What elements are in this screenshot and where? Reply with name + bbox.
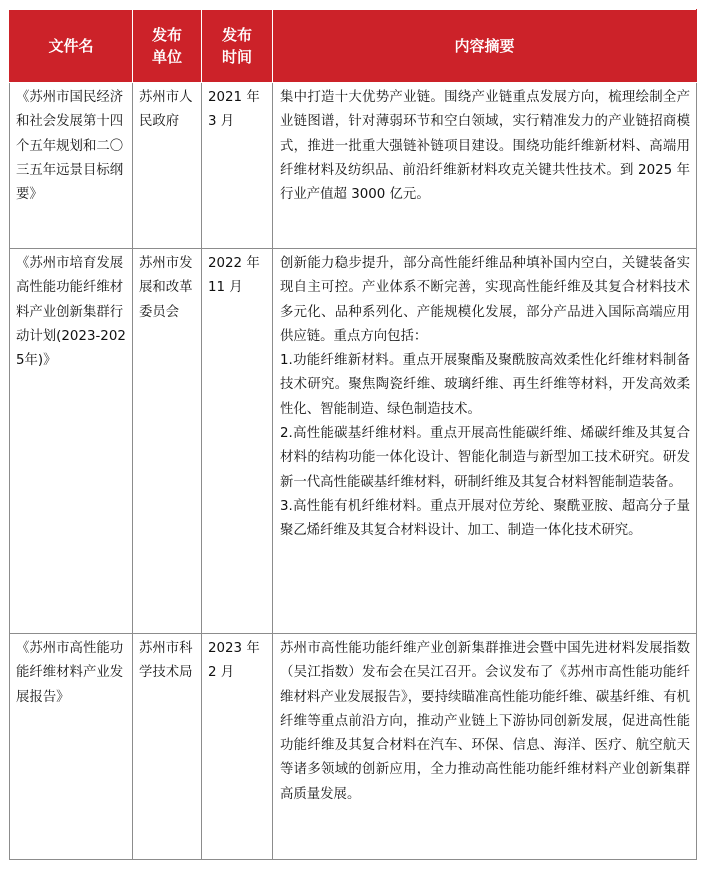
- cell-file-name: 《苏州市培育发展高性能功能纤维材料产业创新集群行动计划(2023-2025年)》: [10, 249, 133, 634]
- table-header: [10, 10, 697, 83]
- summary-paragraph: 集中打造十大优势产业链。围绕产业链重点发展方向，梳理绘制全产业链图谱，针对薄弱环节和空白领域，实行精准发力的产业链招商模式，推进一批重大强链补链项目建设。围绕功能纤维新材料、高端用纤维材料及纺织品、前沿纤维新材料攻克关键共性技术。到 2025 年行业产值超 3000 亿元。: [280, 90, 690, 203]
- policy-table-container: [9, 9, 696, 860]
- table-row: [10, 83, 697, 249]
- summary-paragraph: 苏州市高性能功能纤维产业创新集群推进会暨中国先进材料发展指数（吴江指数）发布会在吴江召开。会议发布了《苏州市高性能功能纤维材料产业发展报告》，要持续瞄准高性能功能纤维、碳基纤维、有机纤维等重点前沿方向，推动产业链上下游协同创新发展，促进高性能功能纤维及其复合材料在汽车、环保、信息、海洋、医疗、航空航天等诸多领域的创新应用，全力推动高性能功能纤维材料产业创新集群高质量发展。: [280, 641, 690, 802]
- summary-paragraph: 2.高性能碳基纤维材料。重点开展高性能碳纤维、烯碳纤维及其复合材料的结构功能一体化设计、智能化制造与新型加工技术研究。研发新一代高性能碳基纤维材料，研制纤维及其复合材料智能制造装备。: [280, 426, 690, 490]
- table-row: [10, 249, 697, 634]
- summary-paragraph: 3.高性能有机纤维材料。重点开展对位芳纶、聚酰亚胺、超高分子量聚乙烯纤维及其复合材料设计、加工、制造一体化技术研究。: [280, 498, 690, 539]
- cell-summary: [273, 249, 697, 634]
- header-file-name: 文件名: [10, 10, 133, 83]
- cell-issuer: 苏州市科学技术局: [133, 634, 202, 860]
- cell-date: 2022 年 11 月: [202, 249, 273, 634]
- cell-issuer: 苏州市人民政府: [133, 83, 202, 249]
- header-date-text: 发布 时间: [221, 26, 252, 66]
- cell-summary: [273, 634, 697, 860]
- summary-paragraph: 创新能力稳步提升，部分高性能纤维品种填补国内空白，关键装备实现自主可控。产业体系不断完善，实现高性能纤维及其复合材料技术多元化、品种系列化、产能规模化发展，部分产品进入国际高端应用供应链。重点方向包括：: [280, 256, 690, 344]
- cell-file-name: 《苏州市国民经济和社会发展第十四个五年规划和二〇三五年远景目标纲要》: [10, 83, 133, 249]
- header-row: [10, 10, 697, 83]
- table-row: [10, 634, 697, 860]
- header-summary: 内容摘要: [273, 10, 697, 83]
- header-date: [202, 10, 273, 83]
- table-body: [10, 83, 697, 860]
- cell-date: 2021 年 3 月: [202, 83, 273, 249]
- cell-file-name: 《苏州市高性能功能纤维材料产业发展报告》: [10, 634, 133, 860]
- cell-summary: [273, 83, 697, 249]
- header-issuer: [133, 10, 202, 83]
- header-issuer-text: 发布 单位: [151, 26, 182, 66]
- policy-table: [9, 9, 697, 860]
- summary-paragraph: 1.功能纤维新材料。重点开展聚酯及聚酰胺高效柔性化纤维材料制备技术研究。聚焦陶瓷纤维、玻璃纤维、再生纤维等材料，开发高效柔性化、智能制造、绿色制造技术。: [280, 353, 690, 417]
- cell-date: 2023 年 2 月: [202, 634, 273, 860]
- cell-issuer: 苏州市发展和改革委员会: [133, 249, 202, 634]
